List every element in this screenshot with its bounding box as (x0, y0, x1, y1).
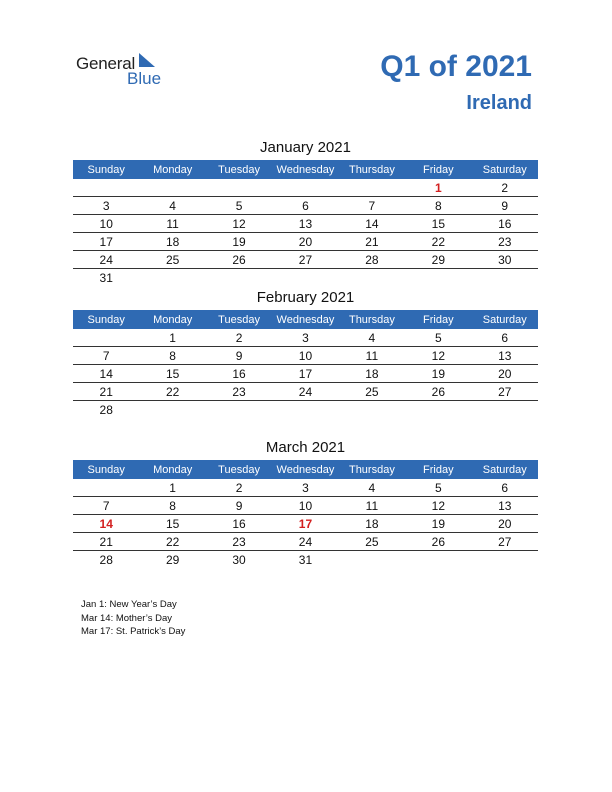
day-cell: 31 (298, 552, 313, 567)
week-row (73, 383, 538, 401)
month-title: January 2021 (260, 139, 351, 156)
day-cell: 28 (99, 402, 113, 417)
day-cell: 4 (339, 479, 405, 497)
weekday-header: Friday (405, 160, 471, 179)
week-row (73, 479, 538, 497)
day-cell: 23 (206, 383, 272, 401)
holiday-notes (81, 598, 185, 639)
day-cell: 20 (472, 365, 538, 383)
day-cell: 18 (139, 233, 205, 251)
weekday-header: Friday (405, 310, 471, 329)
weekday-header: Friday (405, 460, 471, 479)
day-cell: 26 (405, 383, 471, 401)
empty-day-cell (206, 269, 272, 287)
week-row (73, 365, 538, 383)
day-cell: 21 (73, 383, 139, 401)
empty-day-cell (206, 401, 272, 419)
weekday-header: Saturday (472, 310, 538, 329)
day-cell: 5 (206, 197, 272, 215)
week-row (73, 269, 538, 287)
weekday-header: Monday (139, 460, 205, 479)
day-cell: 17 (73, 233, 139, 251)
weekday-header: Monday (139, 160, 205, 179)
week-row (73, 497, 538, 515)
day-cell: 11 (339, 347, 405, 365)
day-cell: 6 (472, 479, 538, 497)
week-row (73, 215, 538, 233)
day-cell: 10 (272, 497, 338, 515)
week-row (73, 251, 538, 269)
weekday-header: Thursday (339, 160, 405, 179)
logo-blue-text: Blue (127, 69, 162, 88)
day-cell: 10 (73, 215, 139, 233)
empty-day-cell (272, 269, 338, 287)
day-cell: 30 (232, 552, 246, 567)
day-cell: 24 (272, 533, 338, 551)
day-cell: 15 (139, 365, 205, 383)
day-cell: 3 (272, 329, 338, 347)
day-cell: 27 (472, 533, 538, 551)
day-cell: 7 (73, 347, 139, 365)
empty-day-cell (139, 269, 205, 287)
day-cell: 29 (405, 251, 471, 269)
week-row (73, 533, 538, 551)
week-row (73, 515, 538, 533)
day-cell: 26 (206, 251, 272, 269)
empty-day-cell (339, 269, 405, 287)
week-row (73, 401, 538, 419)
holiday-note: Jan 1: New Year’s Day (81, 599, 177, 610)
day-cell: 4 (339, 329, 405, 347)
weekday-header: Tuesday (206, 160, 272, 179)
day-cell: 9 (206, 497, 272, 515)
day-cell: 8 (139, 497, 205, 515)
weekday-header: Thursday (339, 460, 405, 479)
day-cell: 24 (73, 251, 139, 269)
day-cell: 2 (206, 329, 272, 347)
day-cell: 25 (339, 533, 405, 551)
day-cell: 28 (339, 251, 405, 269)
empty-day-cell (206, 179, 272, 197)
day-cell: 15 (139, 515, 205, 533)
country-name: Ireland (466, 92, 532, 114)
day-cell: 1 (139, 329, 205, 347)
day-cell: 9 (472, 197, 538, 215)
day-cell: 11 (339, 497, 405, 515)
empty-day-cell (272, 401, 338, 419)
empty-day-cell (73, 179, 139, 197)
day-cell: 21 (73, 533, 139, 551)
day-cell: 13 (472, 497, 538, 515)
day-cell: 3 (272, 479, 338, 497)
week-row (73, 551, 538, 569)
weekday-header: Monday (139, 310, 205, 329)
day-cell: 25 (139, 251, 205, 269)
day-cell: 19 (405, 365, 471, 383)
day-cell: 2 (206, 479, 272, 497)
day-cell: 6 (272, 197, 338, 215)
weekday-header-row (73, 460, 538, 479)
day-cell: 16 (206, 365, 272, 383)
day-cell: 5 (405, 329, 471, 347)
day-cell: 12 (405, 347, 471, 365)
day-cell: 1 (405, 179, 471, 197)
day-cell: 20 (472, 515, 538, 533)
day-cell: 13 (272, 215, 338, 233)
weekday-header: Saturday (472, 160, 538, 179)
empty-day-cell (339, 179, 405, 197)
day-cell: 8 (405, 197, 471, 215)
weekday-header: Tuesday (206, 460, 272, 479)
empty-day-cell (73, 479, 139, 497)
weekday-header-row (73, 160, 538, 179)
month-march (73, 438, 538, 568)
weekday-header: Wednesday (272, 310, 338, 329)
day-cell: 25 (339, 383, 405, 401)
day-cell: 6 (472, 329, 538, 347)
day-cell: 19 (206, 233, 272, 251)
day-cell: 17 (272, 365, 338, 383)
day-cell: 26 (405, 533, 471, 551)
day-cell: 31 (99, 270, 113, 285)
logo-triangle-icon (139, 53, 155, 67)
day-cell: 13 (472, 347, 538, 365)
page-title: Q1 of 2021 (380, 50, 532, 83)
week-row (73, 179, 538, 197)
calendar-table (73, 310, 538, 418)
day-cell: 28 (99, 552, 113, 567)
empty-day-cell (405, 401, 471, 419)
month-title: March 2021 (265, 439, 346, 456)
day-cell: 18 (339, 515, 405, 533)
weekday-header-row (73, 310, 538, 329)
day-cell: 11 (139, 215, 205, 233)
day-cell: 22 (405, 233, 471, 251)
day-cell: 14 (73, 365, 139, 383)
empty-day-cell (272, 179, 338, 197)
empty-day-cell (405, 269, 471, 287)
empty-day-cell (472, 401, 538, 419)
calendar-table (73, 160, 538, 286)
day-cell: 1 (139, 479, 205, 497)
weekday-header: Tuesday (206, 310, 272, 329)
empty-day-cell (405, 551, 471, 569)
calendar-table (73, 460, 538, 568)
month-title: February 2021 (256, 289, 355, 306)
day-cell: 17 (272, 515, 338, 533)
day-cell: 14 (339, 215, 405, 233)
empty-day-cell (139, 401, 205, 419)
empty-day-cell (73, 329, 139, 347)
empty-day-cell (339, 401, 405, 419)
day-cell: 16 (472, 215, 538, 233)
empty-day-cell (139, 179, 205, 197)
holiday-note: Mar 14: Mother’s Day (81, 612, 172, 624)
weekday-header: Sunday (73, 460, 139, 479)
day-cell: 5 (405, 479, 471, 497)
day-cell: 2 (472, 179, 538, 197)
week-row (73, 347, 538, 365)
day-cell: 22 (139, 383, 205, 401)
day-cell: 14 (73, 515, 139, 533)
day-cell: 20 (272, 233, 338, 251)
day-cell: 15 (405, 215, 471, 233)
holiday-note: Mar 17: St. Patrick’s Day (81, 626, 186, 637)
day-cell: 19 (405, 515, 471, 533)
day-cell: 23 (206, 533, 272, 551)
day-cell: 16 (206, 515, 272, 533)
day-cell: 21 (339, 233, 405, 251)
day-cell: 7 (339, 197, 405, 215)
week-row (73, 329, 538, 347)
weekday-header: Saturday (472, 460, 538, 479)
week-row (73, 233, 538, 251)
weekday-header: Thursday (339, 310, 405, 329)
day-cell: 27 (472, 383, 538, 401)
weekday-header: Sunday (73, 160, 139, 179)
day-cell: 3 (73, 197, 139, 215)
day-cell: 7 (73, 497, 139, 515)
day-cell: 8 (139, 347, 205, 365)
weekday-header: Wednesday (272, 160, 338, 179)
day-cell: 18 (339, 365, 405, 383)
day-cell: 29 (165, 552, 180, 567)
generalblue-logo (76, 52, 176, 88)
weekday-header: Sunday (73, 310, 139, 329)
day-cell: 30 (472, 251, 538, 269)
day-cell: 12 (206, 215, 272, 233)
logo-general-text: General (76, 54, 136, 73)
weekday-header: Wednesday (272, 460, 338, 479)
day-cell: 4 (139, 197, 205, 215)
day-cell: 27 (272, 251, 338, 269)
day-cell: 9 (206, 347, 272, 365)
week-row (73, 197, 538, 215)
empty-day-cell (472, 551, 538, 569)
empty-day-cell (472, 269, 538, 287)
month-january (73, 138, 538, 286)
day-cell: 24 (272, 383, 338, 401)
day-cell: 23 (472, 233, 538, 251)
day-cell: 22 (139, 533, 205, 551)
day-cell: 10 (272, 347, 338, 365)
empty-day-cell (339, 551, 405, 569)
month-february (73, 288, 538, 418)
day-cell: 12 (405, 497, 471, 515)
